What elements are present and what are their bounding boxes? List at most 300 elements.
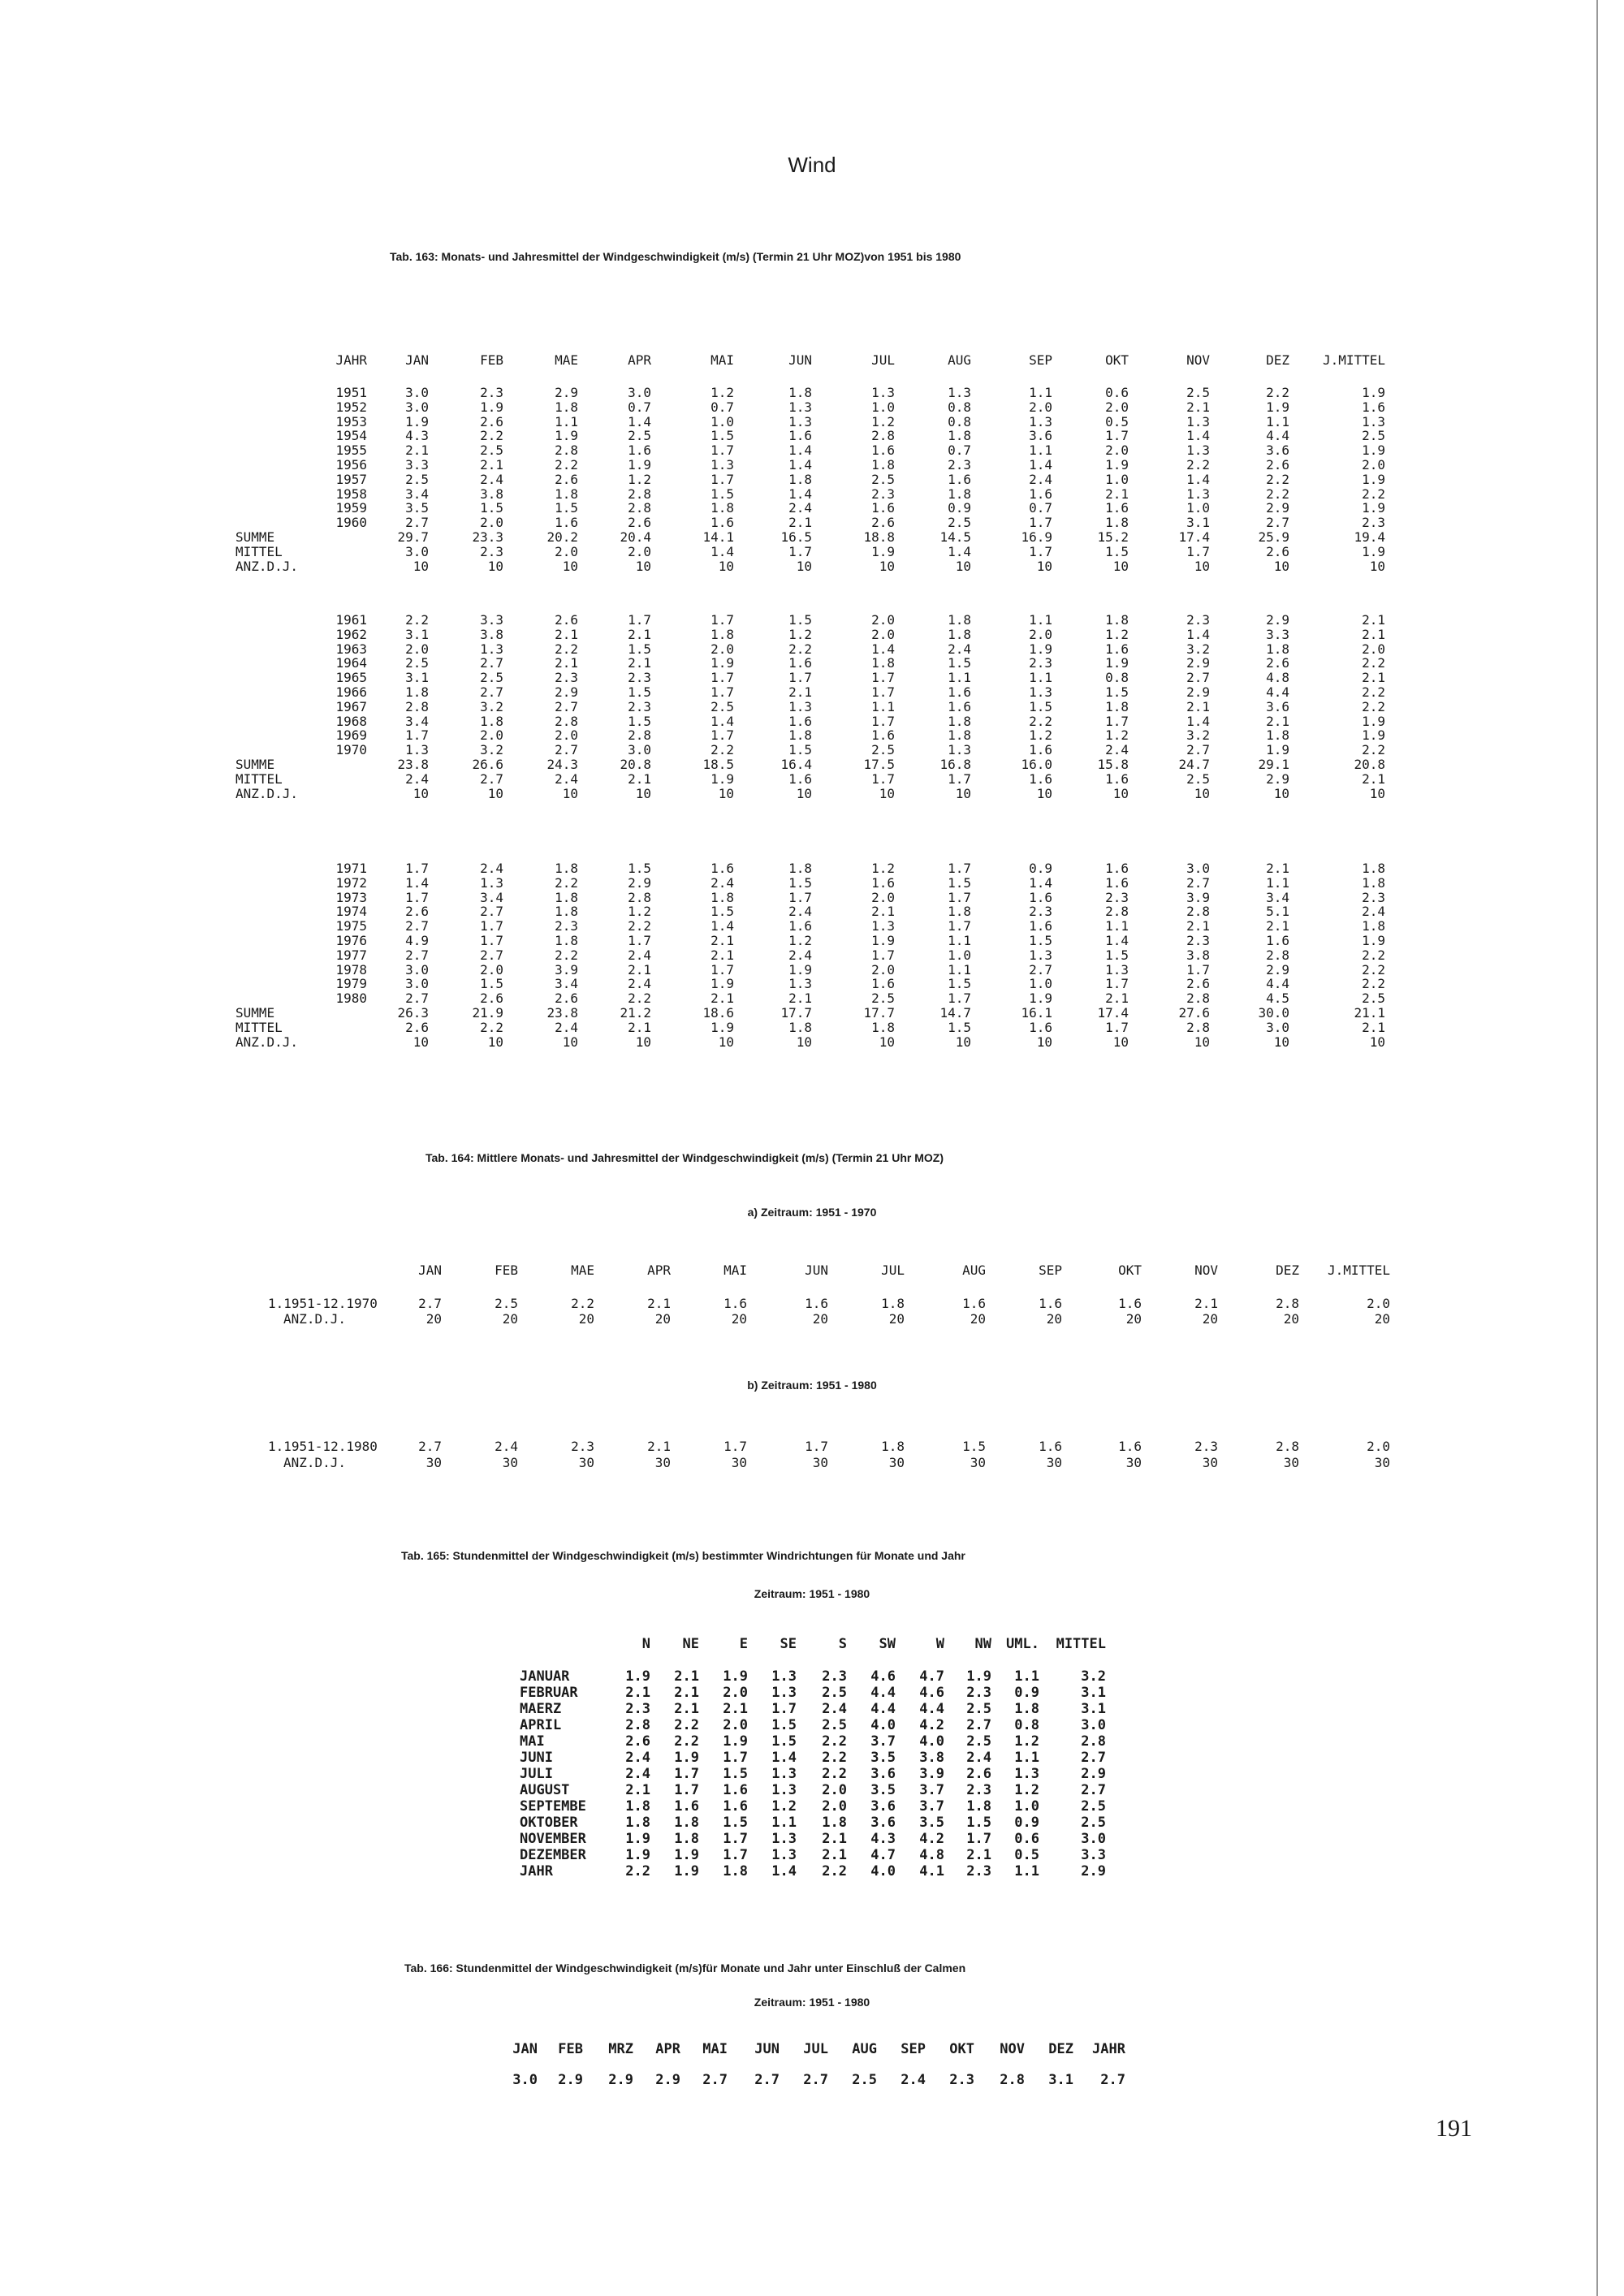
table-163-cell: 2.4 <box>788 500 812 516</box>
table-163-cell: 1.9 <box>405 413 429 429</box>
table-163-cell: 1.6 <box>871 874 895 891</box>
table-163-cell: 1.2 <box>710 385 734 400</box>
table-166-col-header: JUN <box>754 2041 780 2057</box>
table-163-cell: 1.8 <box>948 727 971 744</box>
table-163-cell: 2.1 <box>1186 698 1210 714</box>
table-163-year: 1954 <box>335 428 367 444</box>
table-164b-anz: 30 <box>970 1455 986 1470</box>
table-163-cell: 2.1 <box>480 457 503 473</box>
table-163-cell: 2.8 <box>555 442 578 459</box>
table-163-mittel-label: MITTEL <box>235 543 283 559</box>
table-163-cell: 2.0 <box>871 961 895 978</box>
table-163-cell: 3.8 <box>480 626 503 642</box>
table-163-cell: 4.8 <box>1266 670 1289 686</box>
table-166-cell: 2.7 <box>1100 2072 1125 2088</box>
table-163-cell: 1.2 <box>1105 626 1129 642</box>
table-163-cell: 2.2 <box>1362 684 1385 700</box>
table-165-cell: 4.2 <box>919 1717 944 1733</box>
table-163-cell: 5.1 <box>1266 904 1289 920</box>
table-165-cell: 3.1 <box>1081 1701 1106 1717</box>
table-165-cell: 1.9 <box>723 1668 748 1685</box>
table-165-cell: 1.5 <box>723 1815 748 1831</box>
table-166-cell: 2.8 <box>1000 2072 1025 2088</box>
table-163-year: 1966 <box>335 684 367 700</box>
table-165-cell: 2.3 <box>822 1668 847 1685</box>
table-163-cell: 1.6 <box>1105 641 1129 657</box>
table-163-cell: 1.8 <box>948 626 971 642</box>
table-163-cell: 3.0 <box>1186 861 1210 876</box>
table-165-cell: 2.2 <box>822 1863 847 1880</box>
table-163-summe-cell: 21.2 <box>620 1005 651 1021</box>
table-163-cell: 1.9 <box>1362 471 1385 487</box>
table-163-cell: 2.1 <box>628 626 651 642</box>
table-165-cell: 2.5 <box>966 1733 991 1750</box>
table-166-cell: 2.3 <box>949 2072 974 2088</box>
table-163-cell: 2.6 <box>628 515 651 531</box>
table-163-cell: 1.6 <box>1266 933 1289 948</box>
table-163-cell: 3.2 <box>1186 727 1210 744</box>
table-163-cell: 1.1 <box>948 670 971 686</box>
table-163-cell: 2.8 <box>1105 904 1129 920</box>
table-163-cell: 2.0 <box>480 961 503 978</box>
table-163-cell: 1.8 <box>1105 612 1129 628</box>
table-165-cell: 2.2 <box>822 1750 847 1766</box>
table-163-year: 1958 <box>335 486 367 502</box>
table-163-cell: 3.1 <box>405 626 429 642</box>
table-163-cell: 2.1 <box>788 515 812 531</box>
table-163-cell: 3.6 <box>1266 698 1289 714</box>
table-165-cell: 1.8 <box>822 1815 847 1831</box>
table-163-cell: 2.0 <box>1362 457 1385 473</box>
table-163-cell: 1.7 <box>710 670 734 686</box>
table-163-anz-cell: 10 <box>562 785 578 801</box>
table-165-cell: 2.4 <box>625 1750 650 1766</box>
table-163-cell: 4.4 <box>1266 428 1289 444</box>
table-165-cell: 1.9 <box>625 1668 650 1685</box>
table-163-cell: 2.9 <box>1186 655 1210 671</box>
table-163-mittel-cell: 3.0 <box>1266 1019 1289 1035</box>
table-164b-subtitle: b) Zeitraum: 1951 - 1980 <box>747 1379 877 1392</box>
table-163-cell: 2.5 <box>405 471 429 487</box>
table-166-col-header: FEB <box>558 2041 583 2057</box>
table-163-cell: 1.6 <box>948 698 971 714</box>
table-163-anz-cell: 10 <box>635 1034 651 1050</box>
table-165-cell: 3.5 <box>870 1750 896 1766</box>
table-163-cell: 2.7 <box>480 684 503 700</box>
table-163-summe-cell: 26.6 <box>472 757 503 772</box>
table-163-summe-cell: 24.3 <box>546 757 578 772</box>
table-163-anz-cell: 10 <box>1194 558 1210 574</box>
table-163-cell: 1.9 <box>1029 641 1052 657</box>
table-163-cell: 1.4 <box>788 442 812 459</box>
table-163-cell: 1.9 <box>628 457 651 473</box>
table-165-cell: 2.3 <box>966 1782 991 1798</box>
table-163-cell: 1.3 <box>948 385 971 400</box>
table-165-row-label: NOVEMBER <box>520 1831 586 1847</box>
table-163-cell: 1.4 <box>1186 713 1210 729</box>
table-163-mittel-cell: 2.1 <box>628 770 651 787</box>
table-164a-anz: 20 <box>654 1311 671 1327</box>
table-163-cell: 3.0 <box>405 961 429 978</box>
table-164b-anz: 30 <box>1202 1455 1218 1470</box>
table-163-mittel-cell: 1.4 <box>710 543 734 559</box>
table-165-caption: Tab. 165: Stundenmittel der Windgeschwindigkeit (m/s) bestimmter Windrichtungen für Monate und Jahr <box>401 1549 965 1562</box>
table-165-cell: 1.5 <box>723 1766 748 1782</box>
table-164-col-header: MAI <box>723 1262 747 1278</box>
table-163-cell: 2.1 <box>788 684 812 700</box>
table-163-cell: 1.8 <box>948 486 971 502</box>
table-163-cell: 2.4 <box>710 874 734 891</box>
table-163-cell: 1.0 <box>1105 471 1129 487</box>
table-163-cell: 1.5 <box>948 874 971 891</box>
table-165-cell: 1.3 <box>771 1782 797 1798</box>
table-165-cell: 2.2 <box>625 1863 650 1880</box>
table-163-col-header: JUN <box>788 352 812 368</box>
table-165-cell: 2.0 <box>822 1798 847 1815</box>
table-163-cell: 2.7 <box>480 947 503 963</box>
table-165-cell: 3.7 <box>919 1782 944 1798</box>
table-163-summe-cell: 23.8 <box>546 1005 578 1021</box>
table-163-cell: 2.4 <box>788 904 812 920</box>
table-163-mittel-cell: 2.6 <box>405 1019 429 1035</box>
table-163-col-header: MAI <box>710 352 734 368</box>
table-163-cell: 1.9 <box>1266 742 1289 758</box>
table-163-cell: 1.5 <box>628 713 651 729</box>
table-163-cell: 2.9 <box>1186 684 1210 700</box>
table-164a-anz: 20 <box>425 1311 442 1327</box>
table-163-cell: 1.9 <box>1105 457 1129 473</box>
table-163-cell: 2.4 <box>788 947 812 963</box>
table-163-cell: 1.3 <box>1186 442 1210 459</box>
page-edge-line <box>1596 0 1598 2296</box>
table-163-cell: 1.6 <box>871 727 895 744</box>
table-165-cell: 1.5 <box>771 1717 797 1733</box>
table-165-cell: 1.9 <box>966 1668 991 1685</box>
table-163-cell: 0.7 <box>1029 500 1052 516</box>
table-165-cell: 4.3 <box>870 1831 896 1847</box>
table-165-cell: 1.7 <box>674 1766 699 1782</box>
table-165-cell: 0.8 <box>1014 1717 1039 1733</box>
table-166-cell: 2.7 <box>754 2072 780 2088</box>
table-163-cell: 2.3 <box>480 385 503 400</box>
table-163-cell: 2.2 <box>555 947 578 963</box>
table-163-anz-cell: 10 <box>796 558 812 574</box>
table-163-cell: 1.2 <box>628 904 651 920</box>
table-163-cell: 0.8 <box>948 399 971 415</box>
table-166-col-header: MAI <box>702 2041 728 2057</box>
table-163-cell: 1.9 <box>1105 655 1129 671</box>
table-163-year: 1969 <box>335 727 367 744</box>
table-165-cell: 1.6 <box>723 1782 748 1798</box>
table-163-cell: 2.2 <box>1029 713 1052 729</box>
table-163-cell: 1.6 <box>788 428 812 444</box>
table-163-anz-cell: 10 <box>1369 1034 1385 1050</box>
table-163-cell: 1.5 <box>1029 933 1052 948</box>
table-163-cell: 1.8 <box>555 861 578 876</box>
table-165-cell: 1.8 <box>1014 1701 1039 1717</box>
table-163-cell: 2.3 <box>628 698 651 714</box>
table-163-cell: 2.1 <box>788 990 812 1007</box>
table-163-summe-cell: 19.4 <box>1354 529 1385 545</box>
table-164a-anz: 20 <box>1283 1311 1299 1327</box>
table-163-cell: 1.2 <box>788 626 812 642</box>
table-163-mittel-cell: 1.6 <box>1029 1019 1052 1035</box>
table-165-cell: 3.0 <box>1081 1717 1106 1733</box>
table-163-cell: 1.2 <box>871 413 895 429</box>
table-165-cell: 4.4 <box>870 1685 896 1701</box>
table-165-cell: 2.0 <box>723 1685 748 1701</box>
table-165-row-label: OKTOBER <box>520 1815 578 1831</box>
table-163-mittel-cell: 1.7 <box>1186 543 1210 559</box>
table-164-col-header: AUG <box>962 1262 986 1278</box>
table-163-cell: 1.5 <box>788 874 812 891</box>
table-165-row-label: MAI <box>520 1733 545 1750</box>
table-165-cell: 2.2 <box>822 1766 847 1782</box>
table-163-cell: 2.6 <box>480 990 503 1007</box>
table-165-cell: 2.1 <box>674 1685 699 1701</box>
table-163-cell: 2.1 <box>1186 399 1210 415</box>
table-165-col-header: NW <box>974 1636 991 1652</box>
table-163-cell: 2.9 <box>555 684 578 700</box>
table-164b-value: 1.5 <box>962 1439 986 1454</box>
table-166-cell: 2.9 <box>655 2072 680 2088</box>
table-163-cell: 3.8 <box>1186 947 1210 963</box>
table-163-cell: 2.8 <box>1266 947 1289 963</box>
table-163-mittel-cell: 1.6 <box>1029 770 1052 787</box>
table-163-cell: 1.4 <box>1029 874 1052 891</box>
table-165-cell: 1.6 <box>674 1798 699 1815</box>
table-163-cell: 1.6 <box>948 471 971 487</box>
table-163-cell: 2.6 <box>871 515 895 531</box>
table-164b-value: 1.7 <box>805 1439 828 1454</box>
table-163-cell: 2.8 <box>628 727 651 744</box>
table-163-cell: 2.2 <box>788 641 812 657</box>
table-166-subtitle: Zeitraum: 1951 - 1980 <box>754 1996 870 2009</box>
table-163-cell: 1.6 <box>710 861 734 876</box>
table-163-cell: 2.7 <box>555 742 578 758</box>
table-165-cell: 1.8 <box>674 1831 699 1847</box>
table-163-mittel-cell: 1.4 <box>948 543 971 559</box>
table-163-mittel-cell: 2.2 <box>480 1019 503 1035</box>
table-163-cell: 1.7 <box>710 442 734 459</box>
table-163-cell: 2.6 <box>555 990 578 1007</box>
table-163-cell: 2.7 <box>1186 874 1210 891</box>
table-166-caption: Tab. 166: Stundenmittel der Windgeschwindigkeit (m/s)für Monate und Jahr unter Einschluß der Calmen <box>404 1962 966 1974</box>
table-163-anz-cell: 10 <box>1273 785 1289 801</box>
table-163-summe-cell: 26.3 <box>397 1005 429 1021</box>
table-165-cell: 2.9 <box>1081 1766 1106 1782</box>
table-165-cell: 1.7 <box>674 1782 699 1798</box>
table-163-cell: 2.1 <box>710 947 734 963</box>
table-165-cell: 3.6 <box>870 1798 896 1815</box>
table-164-col-header: APR <box>647 1262 671 1278</box>
table-163-year: 1959 <box>335 500 367 516</box>
table-165-cell: 1.1 <box>1014 1750 1039 1766</box>
table-163-year: 1961 <box>335 612 367 628</box>
table-164a-value: 2.1 <box>1194 1296 1218 1311</box>
table-163-anz-cell: 10 <box>718 785 734 801</box>
table-163-cell: 1.3 <box>1105 961 1129 978</box>
table-163-cell: 2.3 <box>1186 933 1210 948</box>
table-163-anz-cell: 10 <box>718 558 734 574</box>
table-163-cell: 2.3 <box>948 457 971 473</box>
table-163-summe-cell: 20.4 <box>620 529 651 545</box>
table-164b-value: 2.0 <box>1367 1439 1390 1454</box>
table-164b-value: 1.7 <box>723 1439 747 1454</box>
table-165-cell: 1.2 <box>771 1798 797 1815</box>
table-163-cell: 1.9 <box>1362 713 1385 729</box>
table-163-cell: 1.8 <box>555 486 578 502</box>
table-163-cell: 1.2 <box>1105 727 1129 744</box>
table-163-cell: 2.4 <box>628 976 651 992</box>
table-164b-anz: 30 <box>812 1455 828 1470</box>
table-163-mittel-cell: 2.0 <box>555 543 578 559</box>
table-163-col-header: JAN <box>405 352 429 368</box>
table-164a-value: 1.6 <box>805 1296 828 1311</box>
table-165-cell: 2.7 <box>1081 1750 1106 1766</box>
table-163-cell: 2.7 <box>1029 961 1052 978</box>
table-164b-value: 2.3 <box>1194 1439 1218 1454</box>
table-163-cell: 1.6 <box>871 976 895 992</box>
table-163-cell: 3.0 <box>405 385 429 400</box>
table-163-cell: 2.1 <box>710 990 734 1007</box>
table-163-cell: 1.7 <box>788 889 812 905</box>
table-164-col-header: JUN <box>805 1262 828 1278</box>
table-163-cell: 2.7 <box>405 515 429 531</box>
table-163-cell: 0.7 <box>948 442 971 459</box>
table-163-cell: 2.2 <box>1362 698 1385 714</box>
table-163-mittel-cell: 1.9 <box>710 770 734 787</box>
table-163-col-header: JUL <box>871 352 895 368</box>
table-163-cell: 1.1 <box>1029 612 1052 628</box>
table-163-summe-cell: 21.9 <box>472 1005 503 1021</box>
table-165-cell: 1.8 <box>966 1798 991 1815</box>
table-163-cell: 1.7 <box>405 889 429 905</box>
table-163-cell: 1.6 <box>1105 874 1129 891</box>
table-163-summe-cell: 16.8 <box>939 757 971 772</box>
table-165-cell: 1.1 <box>1014 1863 1039 1880</box>
table-163-cell: 2.9 <box>555 385 578 400</box>
table-163-mittel-cell: 1.7 <box>788 543 812 559</box>
table-163-cell: 2.1 <box>555 655 578 671</box>
table-163-cell: 1.5 <box>948 976 971 992</box>
table-163-cell: 2.2 <box>1362 486 1385 502</box>
table-163-cell: 1.8 <box>710 626 734 642</box>
table-163-cell: 1.3 <box>871 385 895 400</box>
table-163-cell: 3.0 <box>628 385 651 400</box>
table-163-cell: 2.5 <box>710 698 734 714</box>
table-163-col-header: DEZ <box>1266 352 1289 368</box>
table-163-cell: 1.3 <box>788 413 812 429</box>
table-165-cell: 3.5 <box>870 1782 896 1798</box>
table-165-cell: 3.2 <box>1081 1668 1106 1685</box>
table-163-cell: 3.4 <box>480 889 503 905</box>
table-165-cell: 2.2 <box>822 1733 847 1750</box>
table-163-cell: 2.1 <box>1362 612 1385 628</box>
table-165-cell: 1.4 <box>771 1863 797 1880</box>
table-163-mittel-cell: 1.9 <box>710 1019 734 1035</box>
table-165-cell: 3.9 <box>919 1766 944 1782</box>
table-163-cell: 1.7 <box>1105 976 1129 992</box>
table-163-cell: 1.5 <box>948 655 971 671</box>
table-163-cell: 1.8 <box>710 889 734 905</box>
table-163-mittel-cell: 1.7 <box>871 770 895 787</box>
table-163-year: 1977 <box>335 947 367 963</box>
table-164b-label: 1.1951-12.1980 <box>268 1439 378 1454</box>
table-163-cell: 1.6 <box>871 442 895 459</box>
table-163-cell: 2.5 <box>480 670 503 686</box>
table-164b-anz: 30 <box>578 1455 594 1470</box>
table-163-cell: 2.4 <box>1029 471 1052 487</box>
table-163-anz-cell: 10 <box>879 1034 895 1050</box>
table-163-cell: 2.7 <box>405 918 429 934</box>
table-165-col-header: SW <box>879 1636 896 1652</box>
table-163-cell: 1.1 <box>1105 918 1129 934</box>
table-163-cell: 1.7 <box>1029 515 1052 531</box>
table-163-cell: 1.5 <box>788 742 812 758</box>
table-165-cell: 3.3 <box>1081 1847 1106 1863</box>
table-163-cell: 2.1 <box>1362 670 1385 686</box>
table-163-summe-cell: 20.2 <box>546 529 578 545</box>
table-163-cell: 1.9 <box>1266 399 1289 415</box>
table-163-anz-cell: 10 <box>1112 1034 1129 1050</box>
table-163-cell: 1.5 <box>1105 684 1129 700</box>
table-163-summe-cell: 14.5 <box>939 529 971 545</box>
table-163-cell: 1.8 <box>1266 727 1289 744</box>
table-163-anz-label: ANZ.D.J. <box>235 558 299 574</box>
table-164-caption: Tab. 164: Mittlere Monats- und Jahresmittel der Windgeschwindigkeit (m/s) (Termin 21 Uhr MOZ) <box>425 1151 944 1164</box>
table-164b-value: 2.4 <box>495 1439 518 1454</box>
table-163-cell: 0.6 <box>1105 385 1129 400</box>
table-163-cell: 2.1 <box>405 442 429 459</box>
table-163-anz-cell: 10 <box>562 558 578 574</box>
table-165-col-header: SE <box>780 1636 797 1652</box>
table-163-cell: 1.9 <box>1362 933 1385 948</box>
table-163-cell: 1.8 <box>788 727 812 744</box>
table-165-col-header: UML. <box>1006 1636 1039 1652</box>
table-165-row-label: AUGUST <box>520 1782 570 1798</box>
table-166-col-header: APR <box>655 2041 680 2057</box>
table-165-cell: 2.5 <box>1081 1815 1106 1831</box>
table-164b-value: 1.6 <box>1118 1439 1142 1454</box>
table-163-mittel-cell: 2.1 <box>628 1019 651 1035</box>
table-163-anz-cell: 10 <box>955 785 971 801</box>
table-163-cell: 2.0 <box>1362 641 1385 657</box>
table-163-cell: 1.8 <box>871 655 895 671</box>
table-163-cell: 1.4 <box>1186 428 1210 444</box>
table-164b-value: 2.7 <box>418 1439 442 1454</box>
table-163-cell: 2.2 <box>1362 655 1385 671</box>
table-163-cell: 1.2 <box>628 471 651 487</box>
table-165-row-label: JULI <box>520 1766 553 1782</box>
table-163-anz-label: ANZ.D.J. <box>235 785 299 801</box>
table-163-anz-cell: 10 <box>562 1034 578 1050</box>
table-165-cell: 1.7 <box>723 1750 748 1766</box>
table-165-cell: 4.8 <box>919 1847 944 1863</box>
table-164b-anz-label: ANZ.D.J. <box>283 1455 346 1470</box>
table-163-cell: 2.0 <box>1029 399 1052 415</box>
table-163-cell: 2.0 <box>1105 442 1129 459</box>
table-163-cell: 2.2 <box>1266 471 1289 487</box>
table-163-cell: 2.2 <box>628 918 651 934</box>
table-165-cell: 4.4 <box>919 1701 944 1717</box>
table-163-cell: 2.4 <box>948 641 971 657</box>
table-165-cell: 2.7 <box>1081 1782 1106 1798</box>
table-163-mittel-cell: 2.1 <box>1362 770 1385 787</box>
table-164b-anz: 30 <box>502 1455 518 1470</box>
table-165-cell: 2.9 <box>1081 1863 1106 1880</box>
table-163-cell: 2.2 <box>1266 486 1289 502</box>
